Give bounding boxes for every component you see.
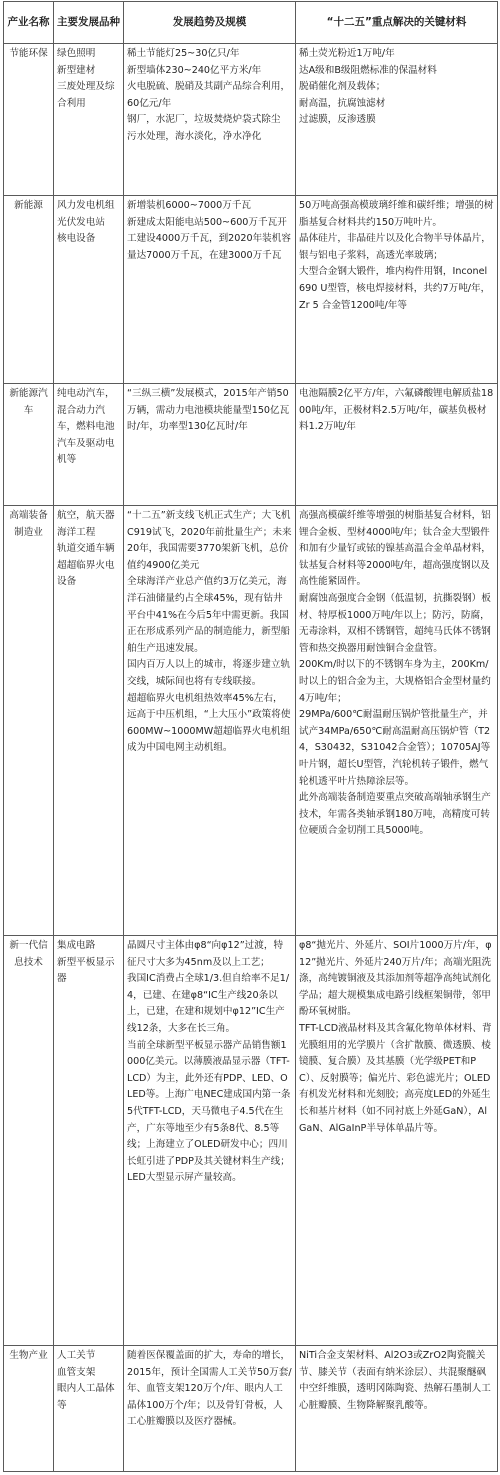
product-item: 新型建材	[57, 64, 96, 76]
material-paragraph: φ8“抛光片、外延片、SOI片1000万片/年，φ12”抛光片、外延片240万片/年；高端光阻洗涤，高纯镀铜液及其添加剂等超净高纯试剂化学品；超大规模集成电路引线框架铜带，邻甲酚环氧树脂。	[299, 940, 492, 1018]
material-paragraph: 过滤膜，反渗透膜	[299, 114, 376, 126]
materials-cell	[296, 44, 498, 196]
product-item: 光伏发电站	[57, 216, 105, 228]
trends-cell	[124, 44, 296, 196]
table-row	[4, 384, 498, 506]
product-item: 血管支架	[57, 1366, 96, 1378]
material-paragraph: TFT-LCD液晶材料及其含氟化物单体材料、背光膜组用的光学膜片（含扩散膜、微透膜、棱镜膜、复合膜）及其基膜（光学级PET和PC）、反射膜等；偏光片、彩色滤光片；OLED有机发光材料和光刻胶；高亮度LED的外延生长和基片材料（如不同衬底上外延GaN），AlGaN、AlGaInP半导体单晶片等。	[299, 1022, 492, 1134]
products-cell	[54, 384, 124, 506]
product-item: 轨道交通车辆	[57, 543, 115, 555]
products-cell	[54, 44, 124, 196]
material-paragraph: 耐腐蚀高强度合金钢（低温韧，抗撕裂钢）板材、特厚板1000万吨/年以上；防污，防腐，无毒涂料，双相不锈钢管，超纯马氏体不锈钢管和热交换器用耐蚀铜合金盘管。	[299, 592, 491, 654]
product-item: 新型平板显示器	[57, 956, 115, 985]
product-item: 航空，航天器	[57, 510, 115, 521]
header-products: 主要发展品种	[54, 2, 124, 44]
trend-paragraph: 新型墙体230~240亿平方米/年	[127, 64, 262, 76]
products-cell	[54, 936, 124, 1346]
material-paragraph: 大型合金钢大锻件，堆内构件用钢，Inconel 690 U型管，核电焊接材料，共约7万吨/年，Zr 5 合金管1200吨/年等	[299, 266, 491, 311]
material-paragraph: 高强高模碳纤维等增强的树脂基复合材料，铝锂合金板、型材4000吨/年；钛合金大型锻件和加有少量钌或铱的镍基高温合金单晶材料，钛基复合材料等2000吨/年，超高强度钢以及高性能紧固件。	[299, 510, 491, 588]
trend-paragraph: 新增装机6000~7000万千瓦	[127, 200, 252, 211]
trend-paragraph: 火电脱硫、脱硝及其副产品综合利用，60亿元/年	[127, 81, 291, 109]
table-row	[4, 196, 498, 384]
industry-name: 节能环保	[4, 44, 54, 196]
products-cell	[54, 196, 124, 384]
table-header-row	[4, 2, 498, 44]
header-key-materials: “十二五”重点解决的关键材料	[296, 2, 498, 44]
product-item: 集成电路	[57, 940, 96, 951]
product-item: 超超临界火电设备	[57, 559, 115, 588]
materials-cell	[296, 384, 498, 506]
material-paragraph: 200Km/时以下的不锈钢车身为主，200Km/时以上的铝合金为主，大规格铝合金型材量约4万吨/年；	[299, 659, 491, 704]
industry-name: 生物产业	[4, 1346, 54, 1472]
table-row	[4, 506, 498, 936]
materials-cell	[296, 936, 498, 1346]
product-item: 绿色照明	[57, 48, 96, 59]
products-cell	[54, 506, 124, 936]
trend-paragraph: 全球海洋产业总产值约3万亿美元，海洋石油储量约占全球45%，现有钻井平台中41%在今后5年中需更新。我国正在形成系列产品的制造能力，新型船舶生产迅速发展。	[127, 576, 291, 654]
material-paragraph: 脱硝催化剂及载体；	[299, 81, 386, 93]
trend-paragraph: “十二五”新支线飞机正式生产；大飞机C919试飞，2020年前批量生产；未来20年，我国需要3770架新飞机，总价值约4900亿美元	[127, 510, 292, 571]
trend-paragraph: 超超临界火电机组热效率45%左右，远高于中压机组，“上大压小”政策将使600MW~1000MW超超临界火电机组成为中国电网主动机组。	[127, 692, 291, 754]
trend-paragraph: 当前全球新型平板显示器产品销售额1000亿美元。以薄膜液晶显示器（TFT-LCD）为主，此外还有PDP、LED、OLED等。上海广电NEC建成国内第一条5代TFT-LCD，天马微电子4.5代在生产，广东等地至少有5条8代、8.5等线；上海建立了OLED研发中心；四川长虹引进了PDP及其关键材料生产线；LED大型显示屏产量较高。	[127, 1039, 291, 1184]
industry-name: 高端装备制造业	[4, 506, 54, 936]
materials-cell	[296, 196, 498, 384]
trend-paragraph: 晶圆尺寸主体由φ8“向φ12”过渡，特征尺寸大多为45nm及以上工艺；	[127, 940, 284, 968]
trend-paragraph: 我国IC消费占全球1/3.但自给率不足1/4，已建、在建φ8“IC生产线20条以上，已建，在建和规划中φ12”IC生产线12条，大多在长三角。	[127, 973, 290, 1034]
trend-paragraph: 随着医保覆盖面的扩大，寿命的增长，2015年，预计全国需人工关节50万套/年、血管支架120万个/年、眼内人工晶体100万个/年；以及骨钉骨板，人工心脏瓣膜以及医疗器械。	[127, 1350, 292, 1428]
trend-paragraph: 新建成太阳能电站500~600万千瓦开工建设4000万千瓦，到2020年装机容量达7000万千瓦，在建3000万千瓦	[127, 216, 291, 261]
table-row	[4, 1346, 498, 1472]
product-item: 海洋工程	[57, 526, 96, 538]
header-trends: 发展趋势及规模	[124, 2, 296, 44]
header-industry: 产业名称	[4, 2, 54, 44]
material-paragraph: 耐高温，抗腐蚀滤材	[299, 97, 386, 109]
industry-name: 新一代信息技术	[4, 936, 54, 1346]
material-paragraph: 稀土荧光粉近1万吨/年	[299, 48, 395, 59]
material-paragraph: 此外高端装备制造要重点突破高端轴承钢生产技术，年需各类轴承钢180万吨，高精度可转位硬质合金切削工具5000吨。	[299, 792, 491, 837]
table-row	[4, 936, 498, 1346]
product-item: 三废处理及综合利用	[57, 81, 115, 109]
materials-cell	[296, 1346, 498, 1472]
table-row	[4, 44, 498, 196]
trends-cell	[124, 936, 296, 1346]
product-item: 核电设备	[57, 233, 96, 245]
products-cell	[54, 1346, 124, 1472]
materials-cell	[296, 506, 498, 936]
material-paragraph: 50万吨高强高模玻璃纤维和碳纤维；增强的树脂基复合材料共约150万吨叶片。	[299, 200, 494, 228]
material-paragraph: 达A级和B级阻燃标准的保温材料	[299, 64, 437, 76]
trend-paragraph: 稀土节能灯25~30亿只/年	[127, 48, 240, 59]
industry-materials-table	[3, 1, 498, 1472]
material-paragraph: NiTi合金支架材料、Al2O3或ZrO2陶瓷髋关节、膝关节（表面有纳米涂层）、共混聚醚砜中空纤维膜，透明冈陈陶瓷、热解石墨制人工心脏瓣膜、生物降解聚乳酸等。	[299, 1350, 491, 1411]
material-paragraph: 电池隔膜2亿平方/年，六氟磷酸锂电解质盐1800吨/年，正极材料2.5万吨/年，碳基负极材料1.2万吨/年	[299, 388, 494, 433]
trends-cell	[124, 506, 296, 936]
material-paragraph: 29MPa/600℃耐温耐压锅炉管批量生产，并试产34MPa/650℃耐高温耐高压锅炉管（T24，S30432，S31042合金管）；10705AJ等叶片钢，超长U型管，汽轮机转子锻件，燃气轮机透平叶片热障涂层等。	[299, 709, 491, 787]
product-item: 风力发电机组	[57, 200, 115, 211]
product-item: 眼内人工晶体等	[57, 1383, 115, 1411]
product-item: 纯电动汽车，混合动力汽车，燃料电池汽车及驱动电机等	[57, 388, 115, 466]
trend-paragraph: 国内百万人以上的城市，将逐步建立轨交线，城际间也将有专线联接。	[127, 659, 291, 687]
industry-name: 新能源	[4, 196, 54, 384]
trend-paragraph: 钢厂，水泥厂，垃圾焚烧炉袋式除尘	[127, 114, 281, 126]
trend-paragraph: 污水处理，海水淡化，净水净化	[127, 130, 262, 142]
trends-cell	[124, 384, 296, 506]
material-paragraph: 晶体硅片，非晶硅片以及化合物半导体晶片，银与铝电子浆料，高透光率玻璃；	[299, 233, 491, 261]
product-item: 人工关节	[57, 1350, 96, 1361]
trends-cell	[124, 196, 296, 384]
trend-paragraph: “三纵三横”发展模式，2015年产销50万辆，需动力电池模块能量型150亿瓦时/年，功率型130亿瓦时/年	[127, 388, 290, 433]
trends-cell	[124, 1346, 296, 1472]
industry-name: 新能源汽车	[4, 384, 54, 506]
